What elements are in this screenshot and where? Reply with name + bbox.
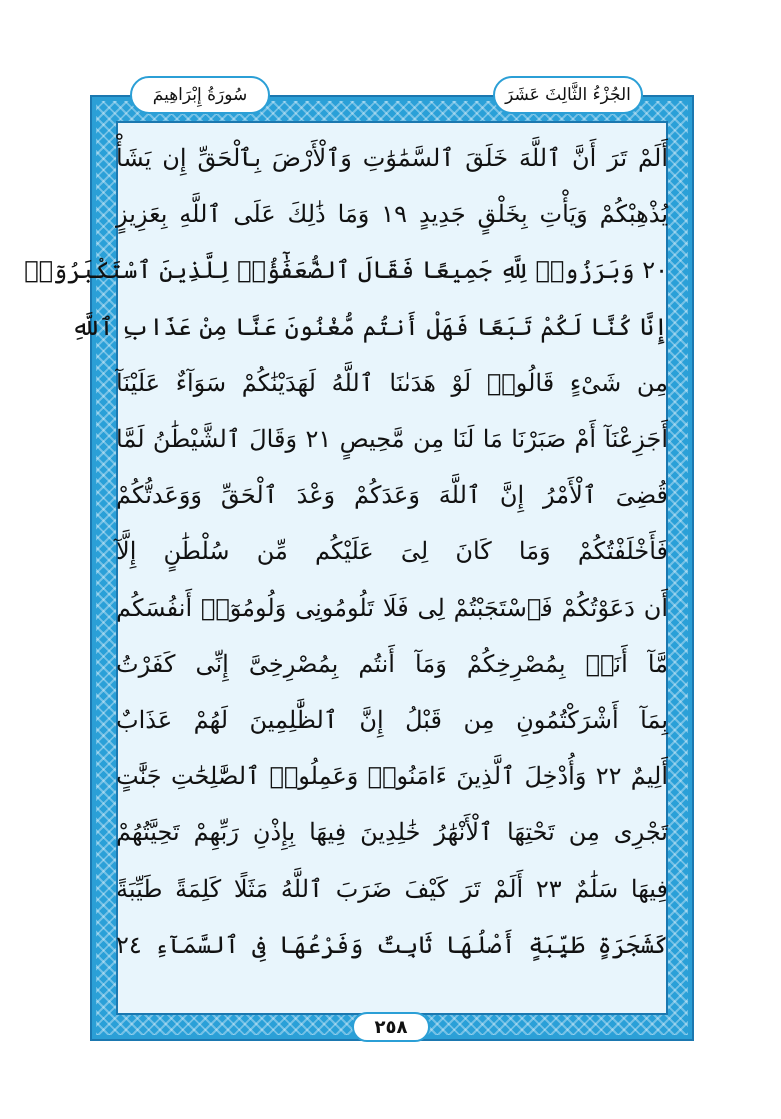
juz-label: الجُزْءُ الثَّالِثَ عَشَرَ — [493, 76, 643, 114]
verse-line: فَأَخْلَفْتُكُمْ وَمَا كَانَ لِىَ عَلَيْكُم مِّن سُلْطَٰنٍ إِلَّآ — [116, 537, 668, 566]
verse-line: يُذْهِبْكُمْ وَيَأْتِ بِخَلْقٍ جَدِيدٍ ١٩ وَمَا ذَٰلِكَ عَلَى ٱللَّهِ بِعَزِيزٍ — [116, 200, 669, 229]
verse-line: كَشَجَرَةٍ طَيِّبَةٍ أَصْلُهَا ثَابِتٌ وَفَرْعُهَا فِى ٱلسَّمَآءِ ٢٤ — [116, 930, 668, 959]
verse-line: قُضِىَ ٱلْأَمْرُ إِنَّ ٱللَّهَ وَعَدَكُمْ وَعْدَ ٱلْحَقِّ وَوَعَدتُّكُمْ — [116, 481, 668, 510]
verse-line: مَّآ أَنَا۠ بِمُصْرِخِكُمْ وَمَآ أَنتُم بِمُصْرِخِىَّ إِنِّى كَفَرْتُ — [116, 649, 668, 678]
verse-line: بِمَآ أَشْرَكْتُمُونِ مِن قَبْلُ إِنَّ ٱلظَّٰلِمِينَ لَهُمْ عَذَابٌ — [116, 705, 668, 734]
verse-lines — [24, 130, 669, 973]
verse-line: أَلَمْ تَرَ أَنَّ ٱللَّهَ خَلَقَ ٱلسَّمَٰوَٰتِ وَٱلْأَرْضَ بِٱلْحَقِّ إِن يَشَأْ — [116, 144, 668, 173]
verse-line: ٢٠ وَبَرَزُوا۟ لِلَّهِ جَمِيعًا فَقَالَ ٱلضُّعَفَٰٓؤُا۟ لِلَّذِينَ ٱسْتَكْبَرُوٓا۟ — [24, 256, 668, 285]
verse-line: أَلِيمٌ ٢٢ وَأُدْخِلَ ٱلَّذِينَ ءَامَنُوا۟ وَعَمِلُوا۟ ٱلصَّٰلِحَٰتِ جَنَّٰتٍ — [116, 762, 668, 791]
verse-line: مِن شَىْءٍ قَالُوا۟ لَوْ هَدَىٰنَا ٱللَّهُ لَهَدَيْنَٰكُمْ سَوَآءٌ عَلَيْنَآ — [116, 368, 668, 397]
verse-line: إِنَّا كُنَّا لَكُمْ تَبَعًا فَهَلْ أَنتُم مُّغْنُونَ عَنَّا مِنْ عَذَابِ ٱللَّهِ — [71, 312, 668, 341]
page-number: ٢٥٨ — [352, 1012, 430, 1042]
verse-line: تَجْرِى مِن تَحْتِهَا ٱلْأَنْهَٰرُ خَٰلِدِينَ فِيهَا بِإِذْنِ رَبِّهِمْ تَحِيَّتُهُمْ — [116, 818, 668, 847]
verse-line: فِيهَا سَلَٰمٌ ٢٣ أَلَمْ تَرَ كَيْفَ ضَرَبَ ٱللَّهُ مَثَلًا كَلِمَةً طَيِّبَةً — [116, 874, 669, 903]
verse-line: أَجَزِعْنَآ أَمْ صَبَرْنَا مَا لَنَا مِن مَّحِيصٍ ٢١ وَقَالَ ٱلشَّيْطَٰنُ لَمَّا — [116, 425, 669, 454]
surah-label: سُورَةُ إِبْرَاهِيمَ — [130, 76, 270, 114]
verse-line: أَن دَعَوْتُكُمْ فَٱسْتَجَبْتُمْ لِى فَلَا تَلُومُونِى وَلُومُوٓا۟ أَنفُسَكُم — [116, 593, 668, 622]
